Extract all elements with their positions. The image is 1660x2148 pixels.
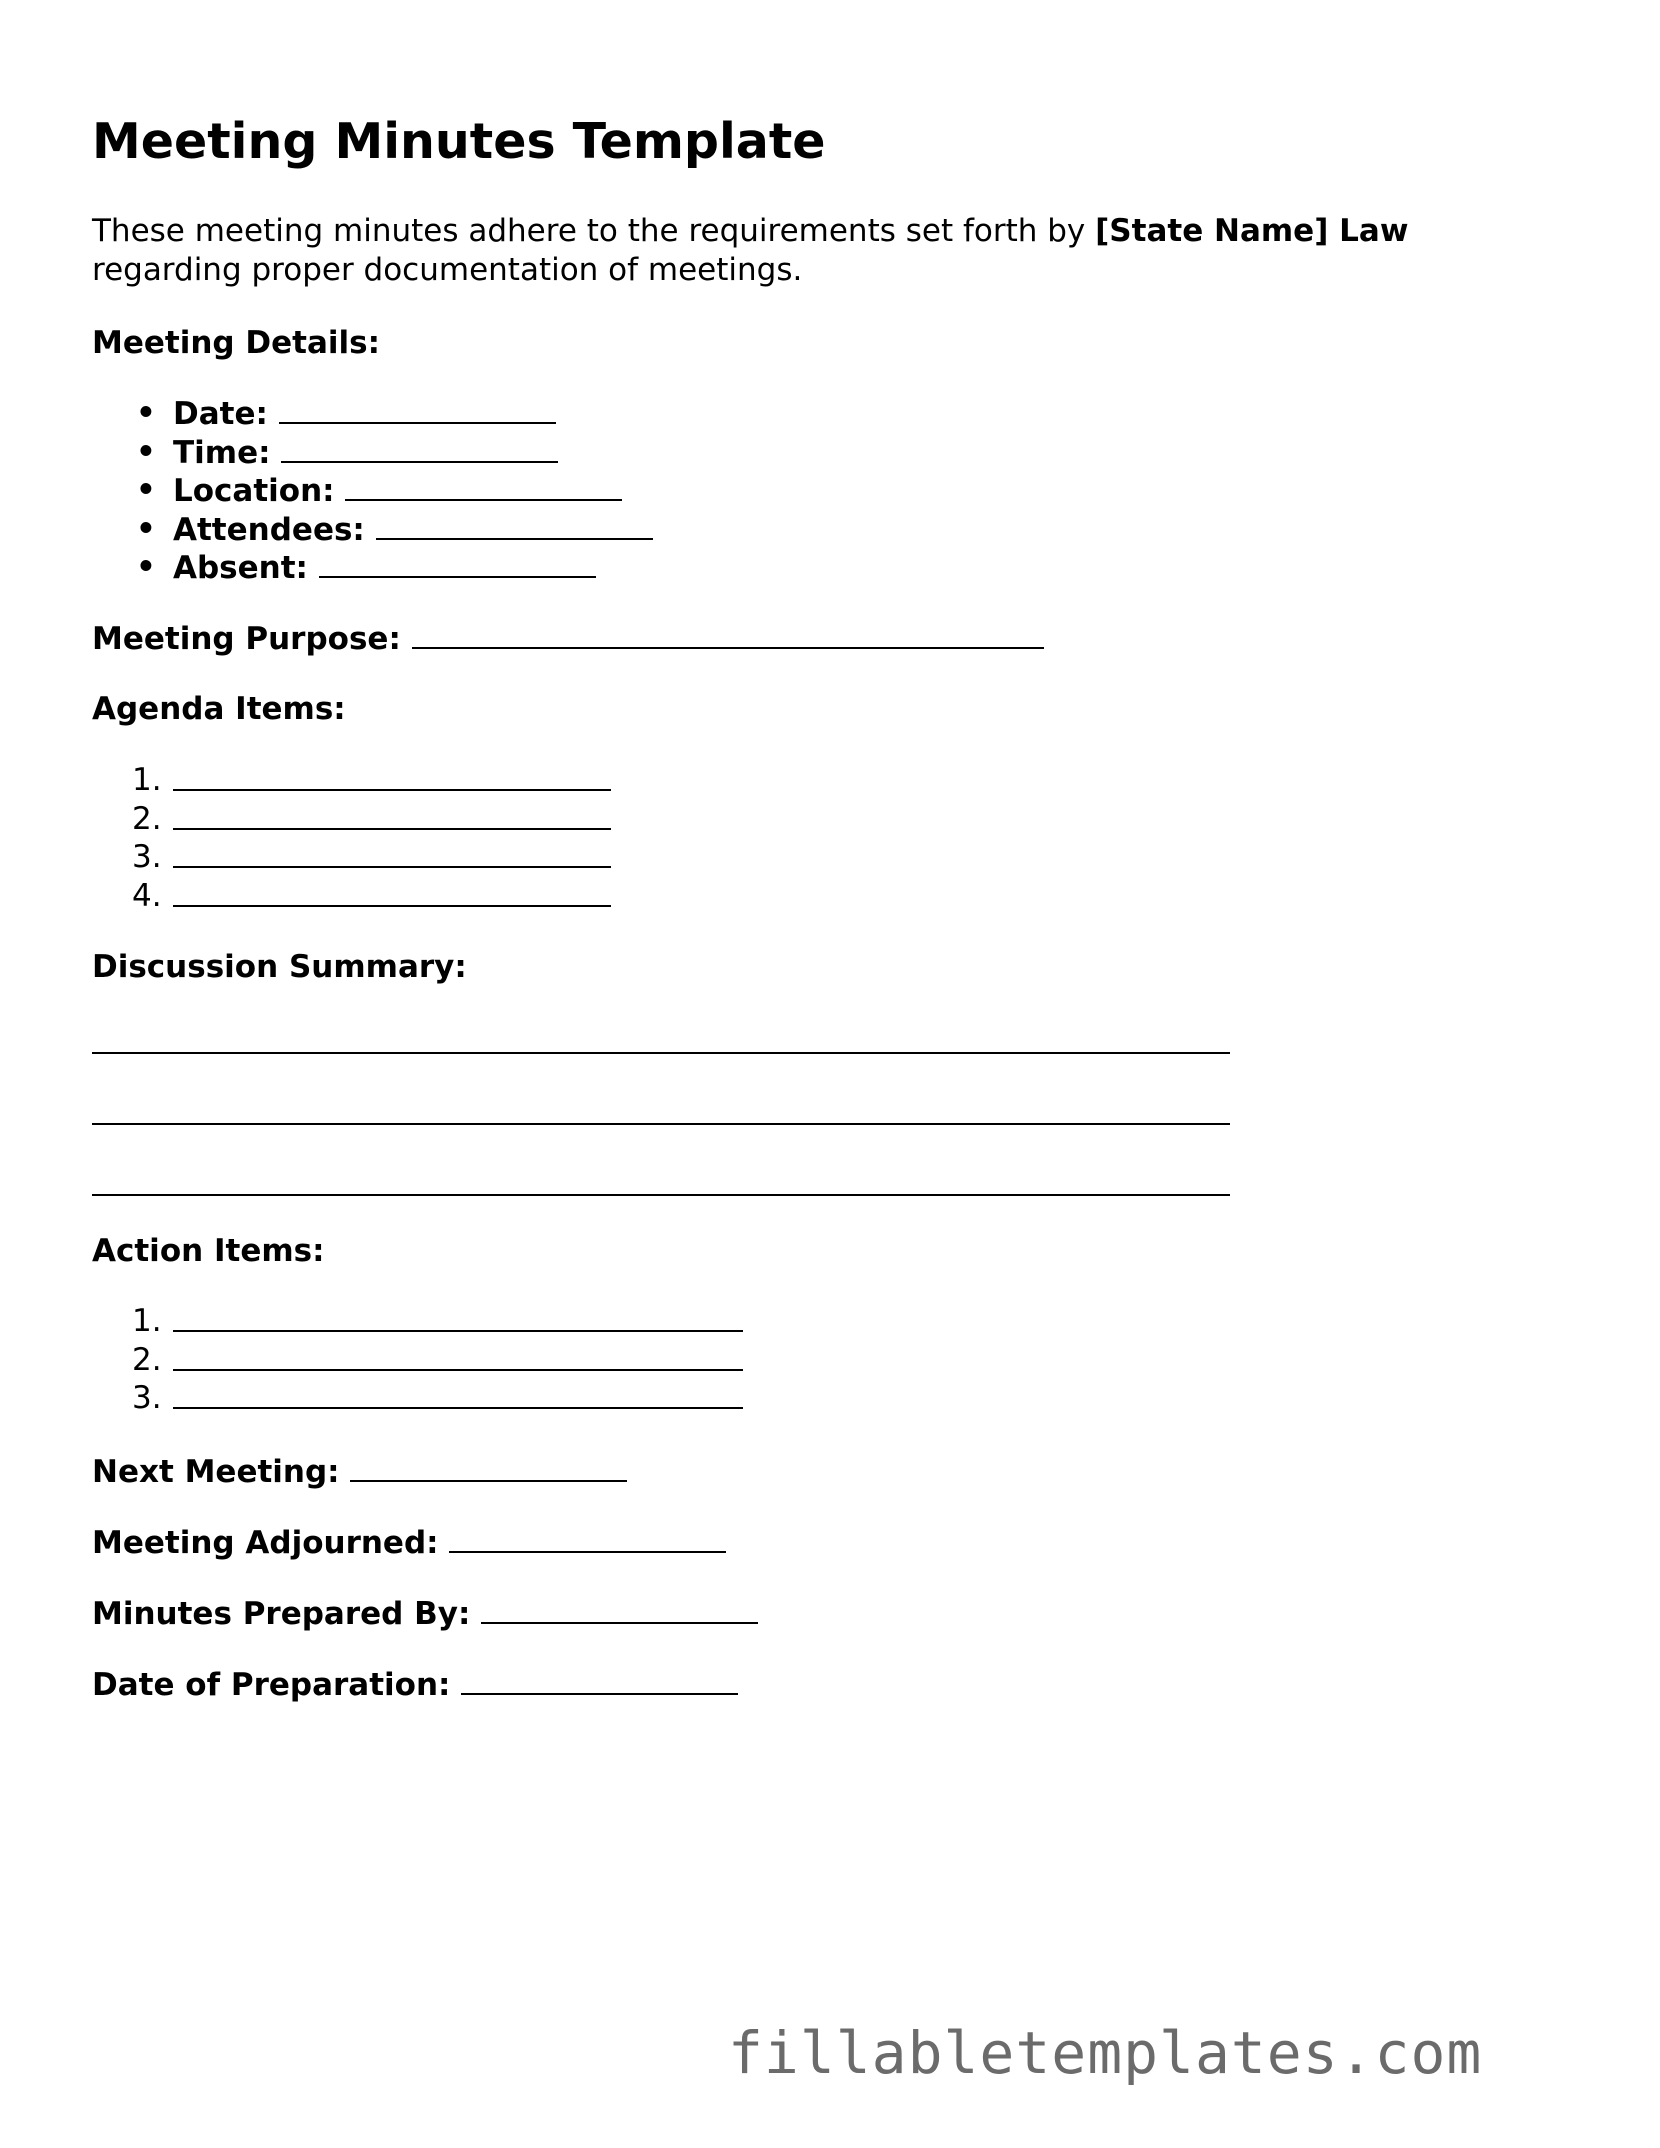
- detail-label-absent: Absent:: [173, 550, 308, 586]
- agenda-item: [92, 838, 611, 877]
- detail-item-location: [92, 471, 653, 510]
- bullet-icon: •: [136, 510, 156, 547]
- detail-item-time: [92, 433, 653, 472]
- discussion-line-field[interactable]: [92, 1194, 1230, 1196]
- agenda-list: [92, 761, 611, 915]
- date-of-preparation-row: [92, 1665, 738, 1705]
- agenda-item-field[interactable]: [173, 761, 611, 791]
- agenda-number: 3.: [132, 839, 162, 875]
- action-item-field[interactable]: [173, 1379, 743, 1409]
- agenda-number: 4.: [132, 877, 162, 914]
- agenda-heading: Agenda Items:: [92, 691, 346, 727]
- prepared-by-field[interactable]: [481, 1594, 758, 1624]
- agenda-item-field[interactable]: [173, 877, 611, 907]
- detail-item-absent: [92, 548, 653, 587]
- absent-field[interactable]: [319, 548, 596, 578]
- next-meeting-row: [92, 1452, 627, 1492]
- agenda-item: [92, 761, 611, 800]
- discussion-summary-heading: Discussion Summary:: [92, 949, 467, 985]
- state-law-placeholder: [State Name] Law: [1095, 213, 1409, 249]
- action-number: 1.: [132, 1303, 162, 1339]
- discussion-line-field[interactable]: [92, 1123, 1230, 1125]
- discussion-line-field[interactable]: [92, 1052, 1230, 1054]
- agenda-item: [92, 800, 611, 839]
- next-meeting-label: Next Meeting:: [92, 1454, 340, 1490]
- detail-label-time: Time:: [173, 434, 271, 471]
- meeting-purpose-row: [92, 619, 1044, 659]
- agenda-item-field[interactable]: [173, 800, 611, 830]
- bullet-icon: •: [136, 433, 156, 470]
- bullet-icon: •: [136, 549, 156, 585]
- detail-label-attendees: Attendees:: [173, 511, 365, 548]
- action-items-heading: Action Items:: [92, 1233, 325, 1269]
- date-field[interactable]: [279, 394, 556, 424]
- action-item: [92, 1302, 743, 1341]
- action-item-field[interactable]: [173, 1341, 743, 1371]
- intro-text-end: regarding proper documentation of meetings.: [92, 252, 803, 288]
- action-item: [92, 1379, 743, 1418]
- prepared-by-label: Minutes Prepared By:: [92, 1596, 471, 1632]
- action-item-field[interactable]: [173, 1302, 743, 1332]
- action-number: 2.: [132, 1341, 162, 1378]
- attendees-field[interactable]: [376, 510, 653, 540]
- date-of-preparation-label: Date of Preparation:: [92, 1667, 451, 1703]
- bullet-icon: •: [136, 395, 156, 431]
- meeting-adjourned-field[interactable]: [449, 1523, 726, 1553]
- watermark-text: fillabletemplates.com: [728, 2019, 1483, 2087]
- meeting-details-list: [92, 394, 653, 587]
- detail-item-date: [92, 394, 653, 433]
- agenda-number: 2.: [132, 800, 162, 837]
- date-of-preparation-field[interactable]: [461, 1665, 738, 1695]
- meeting-details-heading: Meeting Details:: [92, 325, 380, 361]
- detail-label-location: Location:: [173, 473, 335, 509]
- meeting-adjourned-row: [92, 1523, 726, 1563]
- agenda-number: 1.: [132, 762, 162, 798]
- meeting-purpose-field[interactable]: [412, 619, 1044, 649]
- action-number: 3.: [132, 1380, 162, 1416]
- action-items-list: [92, 1302, 743, 1418]
- agenda-item-field[interactable]: [173, 838, 611, 868]
- meeting-adjourned-label: Meeting Adjourned:: [92, 1525, 439, 1561]
- intro-text-start: These meeting minutes adhere to the requirements set forth by: [92, 213, 1096, 249]
- next-meeting-field[interactable]: [350, 1452, 627, 1482]
- intro-paragraph: [92, 212, 1552, 290]
- agenda-item: [92, 877, 611, 916]
- detail-label-date: Date:: [173, 396, 268, 432]
- detail-item-attendees: [92, 510, 653, 549]
- time-field[interactable]: [281, 433, 558, 463]
- meeting-purpose-label: Meeting Purpose:: [92, 621, 401, 657]
- document-title: Meeting Minutes Template: [92, 113, 826, 170]
- action-item: [92, 1341, 743, 1380]
- location-field[interactable]: [345, 471, 622, 501]
- bullet-icon: •: [136, 472, 156, 508]
- prepared-by-row: [92, 1594, 758, 1634]
